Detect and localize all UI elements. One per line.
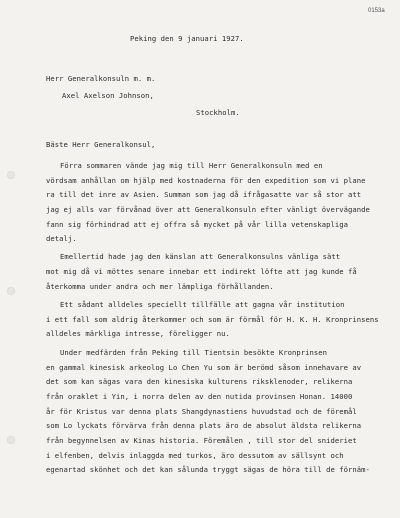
body-line: mot mig då vi möttes senare innebar ett indirekt löfte att jag kunde få	[46, 267, 357, 276]
body-line: en gammal kinesisk arkeolog Lo Chen Yu som är berömd såsom innehavare av	[46, 363, 362, 372]
body-line: jag ej alls var förvånad över att Generalkonsuln efter vänligt övervägande	[46, 205, 370, 214]
body-line: från oraklet i Yin, i norra delen av den nutida provinsen Honan. 14000	[46, 392, 353, 401]
recipient-line-1: Herr Generalkonsuln m. m.	[46, 74, 156, 83]
body-line: i ett fall som aldrig återkommer och som är förmål för H. K. H. Kronprinsens	[46, 315, 379, 324]
body-line: i elfenben, delvis inlaggda med turkos, äro dessutom av sällsynt och	[46, 451, 344, 460]
body-line: återkomma under andra och mer lämpliga förhållanden.	[46, 282, 274, 291]
body-line: alldeles märkliga intresse, föreligger nu.	[46, 329, 230, 338]
archive-ref-number: 0153a	[368, 8, 385, 14]
body-line: detalj.	[46, 234, 77, 243]
body-line: Ett sådant alldeles speciellt tillfälle att gagna vår institution	[60, 300, 345, 309]
body-line: egenartad skönhet och det kan sålunda tryggt sägas de höra till de förnäm-	[46, 465, 370, 474]
recipient-line-2: Axel Axelson Johnson,	[62, 91, 154, 100]
date-line: Peking den 9 januari 1927.	[130, 34, 244, 43]
salutation: Bäste Herr Generalkonsul,	[46, 140, 156, 149]
punch-hole	[7, 171, 15, 179]
body-line: Emellertid hade jag den känslan att Generalkonsulns vänliga sätt	[60, 252, 341, 261]
body-line: från begynnelsen av Kinas historia. Föremålen , till stor del snideriet	[46, 436, 357, 445]
body-line: Förra sommaren vände jag mig till Herr Generalkonsuln med en	[60, 161, 323, 170]
body-line: vördsam anhållan om hjälp med kostnaderna för den expedition som vi plane	[46, 176, 366, 185]
body-line: fann sig förhindrad att ej offra så mycket på vår lilla vetenskapliga	[46, 220, 349, 229]
punch-hole	[7, 287, 15, 295]
body-line: år för Kristus var denna plats Shangdynastiens huvudstad och de föremål	[46, 407, 357, 416]
recipient-line-3: Stockholm.	[196, 108, 240, 117]
body-line: Under medfärden från Peking till Tientsin besökte Kronprinsen	[60, 348, 328, 357]
body-line: det som kan sägas vara den kinesiska kulturens riksklenoder, relikerna	[46, 377, 353, 386]
body-line: ra till det inre av Asien. Summan som jag då ifrågasatte var så stor att	[46, 190, 362, 199]
body-line: som Lo lyckats förvärva från denna plats äro de absolut äldsta relikerna	[46, 421, 362, 430]
punch-hole	[7, 436, 15, 444]
